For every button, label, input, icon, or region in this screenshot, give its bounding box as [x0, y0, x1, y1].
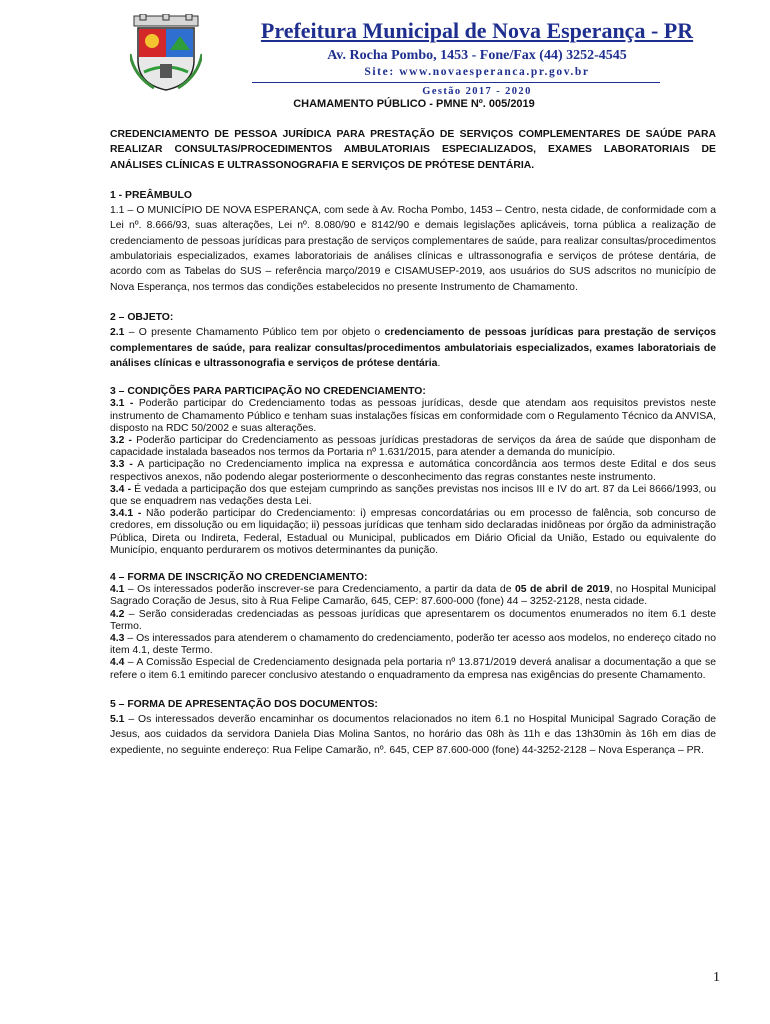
- item-number: 4.1: [110, 584, 125, 596]
- section-registration: [110, 572, 716, 682]
- item-number: 3.4 -: [110, 483, 132, 495]
- paragraph-text: – Os interessados deverão encaminhar os documentos relacionados no item 6.1 no Hospital Municipal Sagrado Coração de Jesus, aos cuidados da servidora Daniela Dias Molina Santos, no horário das 08h às 11h e das 13h30min às 16h em dias de expediente, no seguinte endereço: Rua Felipe Camarão, nº. 645, CEP 87.600-000 (fone) 44-3252-2128 – Nova Esperança – PR.: [110, 714, 716, 756]
- list-item: [110, 609, 716, 633]
- item-text: – Os interessados para atenderem o chamamento do credenciamento, poderão ter acesso aos modelos, no endereço citado no item 4.1, deste Termo.: [110, 633, 716, 657]
- list-item: [110, 398, 716, 435]
- municipal-coat-of-arms-icon: [130, 14, 202, 92]
- item-number: 5.1: [110, 714, 125, 726]
- section-documents: [110, 697, 716, 758]
- item-number: 4.3: [110, 633, 125, 645]
- item-text: , no Hospital Municipal Sagrado Coração de Jesus, sito à Rua Felipe Camarão, 645, CEP: 87.600-000 (fone) 44 – 3252-2128, nesta cidade.: [110, 584, 716, 608]
- item-text: Poderão participar do Credenciamento as pessoas jurídicas prestadoras de serviços da área de saúde que disponham de capacidade instalada baseados nos termos da Portaria nº 1.631/2015, para atender a demanda do município.: [110, 434, 716, 459]
- municipality-title: Prefeitura Municipal de Nova Esperança - PR: [260, 18, 694, 43]
- item-number: 2.1: [110, 327, 125, 339]
- list-item: [110, 508, 716, 557]
- section-preamble: [110, 188, 716, 295]
- paragraph-end: .: [437, 357, 441, 369]
- item-text: É vedada a participação dos que estejam cumprindo as sanções previstas nos incisos III e IV do art. 87 da Lei 8666/1993, ou que se enquadrem nas vedações desta Lei.: [110, 483, 716, 507]
- municipality-address: Av. Rocha Pombo, 1453 - Fone/Fax (44) 3252-4545: [327, 48, 627, 63]
- item-text: Não poderão participar do Credenciamento: i) empresas concordatárias ou em processo de falência, sob concurso de credores, em dissolução ou em liquidação; ii) pessoas jurídicas que tenham sido declaradas inidôneas por órgão da administração Pública, Direta ou Indireta, Federal, Estadual ou Municipal, publicados em Diário Oficial da União, Estado ou equivalente do Município, enquanto perdurarem os motivos determinantes da punição.: [110, 508, 716, 556]
- municipality-website: Site: www.novaesperanca.pr.gov.br: [364, 66, 590, 78]
- item-text: A participação no Credenciamento implica na expressa e automática concordância aos termos deste Edital e dos seus respectivos anexos, não podendo alegar posteriormente o desconhecimento das regras constantes neste instrumento.: [110, 459, 716, 483]
- item-number: 3.4.1 -: [110, 508, 142, 520]
- section-object: [110, 310, 716, 371]
- section-heading: 1 - PREÂMBULO: [110, 189, 192, 201]
- item-number: 3.1 -: [110, 398, 134, 410]
- document-subject: CREDENCIAMENTO DE PESSOA JURÍDICA PARA PRESTAÇÃO DE SERVIÇOS COMPLEMENTARES DE SAÚDE PARA REALIZAR CONSULTAS/PROCEDIMENTOS AMBULATORIAIS ESPECIALIZADOS, EXAMES LABORATORIAIS DE ANÁLISES CLÍNICAS E ULTRASSONOGRAFIA E SERVIÇOS DE PRÓTESE DENTÁRIA.: [110, 129, 716, 171]
- header-divider: [252, 82, 660, 83]
- item-text: Poderão participar do Credenciamento todas as pessoas jurídicas, desde que atendam aos requisitos previstos neste instrumento de Chamamento Público e tenham suas instalações físicas em conformidade com o Regulamento Técnico da ANVISA, disposto na RDC 50/2002 e suas alterações.: [110, 398, 717, 434]
- item-number: 3.2 -: [110, 434, 132, 446]
- list-item: [110, 584, 716, 608]
- item-number: 4.4: [110, 657, 125, 669]
- paragraph: [110, 712, 716, 758]
- item-number: 3.3 -: [110, 459, 133, 471]
- paragraph-bold-text: credenciamento de pessoas jurídicas para prestação de serviços complementares de saúde, para realizar consultas/procedimentos ambulatoriais especializados, exames laboratoriais de análises clínicas e ultrassonografia e serviços de prótese dentária: [110, 327, 716, 369]
- paragraph-text: – O presente Chamamento Público tem por objeto o: [124, 327, 385, 339]
- item-text: – Os interessados poderão inscrever-se para Credenciamento, a partir da data de: [124, 584, 515, 596]
- section-heading: 3 – CONDIÇÕES PARA PARTICIPAÇÃO NO CREDENCIAMENTO:: [110, 386, 426, 398]
- section-heading: 5 – FORMA DE APRESENTAÇÃO DOS DOCUMENTOS:: [110, 698, 378, 710]
- section-participation: [110, 386, 716, 557]
- document-body: [110, 127, 716, 773]
- list-item: [110, 435, 716, 459]
- paragraph: [110, 325, 716, 371]
- list-item: [110, 633, 716, 657]
- paragraph: 1.1 – O MUNICÍPIO DE NOVA ESPERANÇA, com sede à Av. Rocha Pombo, 1453 – Centro, nesta cidade, de conformidade com a Lei nº. 8.666/93, suas alterações, Lei nº. 8.080/90 e 8142/90 e demais legislações aplicáveis, torna pública a realização de credenciamento de pessoas jurídicas para prestação de serviços complementares de saúde, para realizar consultas/procedimentos ambulatoriais especializados, exames laboratoriais de análises clínicas e ultrassonografia e serviços de prótese dentária, de acordo com as Tabelas do SUS – referência março/2019 e CISAMUSEP-2019, aos usuários do SUS adscritos no município de Nova Esperança, nos termos das condições estabelecidos no presente Instrumento de Chamamento.: [110, 205, 716, 293]
- item-text: – A Comissão Especial de Credenciamento designada pela portaria nº 13.871/2019 deverá analisar a documentação a que se refere o item 6.1 emitindo parecer conclusivo atestando o enquadramento da empresa nas exigências do presente Chamamento.: [110, 657, 716, 681]
- section-heading: 4 – FORMA DE INSCRIÇÃO NO CREDENCIAMENTO:: [110, 572, 368, 583]
- page-number: 1: [713, 970, 720, 985]
- item-number: 4.2: [110, 608, 125, 620]
- item-text: – Serão consideradas credenciadas as pessoas jurídicas que apresentarem os documentos enumerados no item 6.1 deste Termo.: [110, 608, 716, 632]
- administration-term: Gestão 2017 - 2020: [422, 86, 532, 97]
- list-item: [110, 459, 716, 483]
- document-code: CHAMAMENTO PÚBLICO - PMNE Nº. 005/2019: [293, 98, 535, 110]
- list-item: [110, 657, 716, 681]
- registration-date: 05 de abril de 2019: [514, 584, 610, 596]
- section-heading: 2 – OBJETO:: [110, 311, 174, 323]
- list-item: [110, 484, 716, 508]
